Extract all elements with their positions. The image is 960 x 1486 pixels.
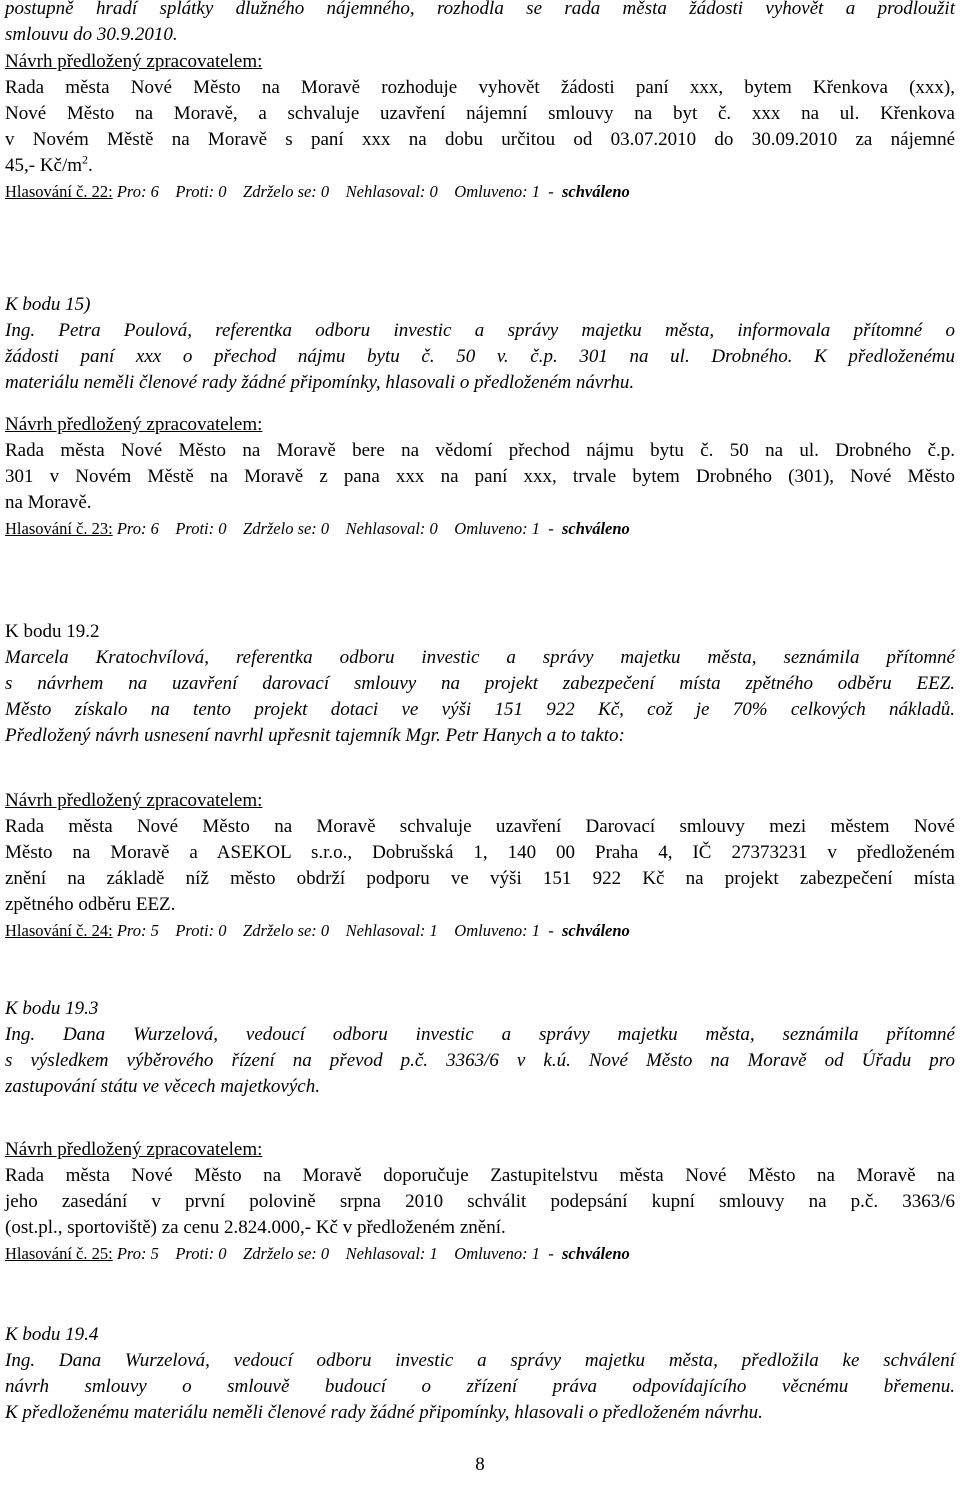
text-line: návrh smlouvy o smlouvě budoucí o zřízení práva odpovídajícího věcnému břemenu. [5,1376,955,1397]
text-line: Rada města Nové Město na Moravě rozhoduje vyhovět žádosti paní xxx, bytem Křenkova (xxx), [5,77,955,98]
text-line: (ost.pl., sportoviště) za cenu 2.824.000,- Kč v předloženém znění. [5,1217,506,1238]
vote-label [5,182,113,201]
vote-label [5,519,113,538]
vote-label [5,1244,113,1263]
text-line: materiálu neměli členové rady žádné připomínky, hlasovali o předloženém návrhu. [5,372,635,393]
text-line: znění na základě níž město obdrží podporu ve výši 151 922 Kč na projekt zabezpečení místa [5,868,955,889]
text-line: Město získalo na tento projekt dotaci ve výši 151 922 Kč, což je 70% celkových nákladů. [5,699,955,720]
text-line: zpětného odběru EEZ. [5,894,176,915]
text-line: Město na Moravě a ASEKOL s.r.o., Dobrušská 1, 140 00 Praha 4, IČ 27373231 v předloženém [5,842,955,863]
vote-line-25 [5,1241,955,1267]
text-line: Rada města Nové Město na Moravě bere na vědomí přechod nájmu bytu č. 50 na ul. Drobného č.p. [5,440,955,461]
text-line: žádosti paní xxx o přechod nájmu bytu č. 50 v. č.p. 301 na ul. Drobného. K předloženému [5,346,955,367]
page-number: 8 [475,1454,485,1475]
proposal-label: Návrh předložený zpracovatelem: [5,414,263,435]
text-line: na Moravě. [5,492,92,513]
vote-label-text: Hlasování č. [5,1244,88,1263]
section-k-bodu-19-3 [5,996,955,1100]
proposal-block-22 [5,49,955,205]
vote-label [5,921,113,940]
text-line: jeho zasedání v první polovině srpna 2010 schválit podepsání kupní smlouvy na p.č. 3363/6 [5,1191,955,1212]
vote-outcome: schváleno [561,921,630,940]
text-fragment: 45,- Kč/m [5,155,83,176]
vote-results: Pro: 5 Proti: 0 Zdrželo se: 0 Nehlasoval: 1 Omluveno: 1 - [112,921,562,940]
proposal-label: Návrh předložený zpracovatelem: [5,51,263,72]
vote-outcome: schváleno [561,182,630,201]
text-line: smlouvu do 30.9.2010. [5,24,178,45]
section-k-bodu-19-4 [5,1322,955,1426]
text-line: v Novém Městě na Moravě s paní xxx na dobu určitou od 03.07.2010 do 30.09.2010 za nájemné [5,129,955,150]
text-line: Rada města Nové Město na Moravě doporučuje Zastupitelstvu města Nové Město na Moravě na [5,1165,955,1186]
vote-number: 24: [87,921,113,940]
text-line: K předloženému materiálu neměli členové rady žádné připomínky, hlasovali o předloženém návrhu. [5,1402,763,1423]
text-line: Ing. Dana Wurzelová, vedoucí odboru investic a správy majetku města, seznámila přítomné [5,1024,955,1045]
text-line: s návrhem na uzavření darovací smlouvy na projekt zabezpečení místa zpětného odběru EEZ. [5,673,955,694]
vote-results: Pro: 5 Proti: 0 Zdrželo se: 0 Nehlasoval: 1 Omluveno: 1 - [112,1244,562,1263]
section-k-bodu-19-2 [5,619,955,749]
section-heading: K bodu 19.4 [5,1324,99,1345]
vote-line-24 [5,918,955,944]
proposal-block-24 [5,788,955,944]
vote-label-text: Hlasování č. [5,182,88,201]
vote-results: Pro: 6 Proti: 0 Zdrželo se: 0 Nehlasoval: 0 Omluveno: 1 - [112,182,562,201]
proposal-label: Návrh předložený zpracovatelem: [5,790,263,811]
proposal-label: Návrh předložený zpracovatelem: [5,1139,263,1160]
text-line: Nové Město na Moravě, a schvaluje uzavření nájemní smlouvy na byt č. xxx na ul. Křenkova [5,103,955,124]
section-heading: K bodu 15) [5,294,91,315]
vote-results: Pro: 6 Proti: 0 Zdrželo se: 0 Nehlasoval: 0 Omluveno: 1 - [112,519,562,538]
superscript: 2 [82,152,89,167]
section-heading: K bodu 19.2 [5,621,100,642]
vote-outcome: schváleno [561,1244,630,1263]
vote-number: 22: [87,182,113,201]
vote-line-22 [5,179,955,205]
text-line [5,153,955,179]
text-line: Ing. Dana Wurzelová, vedoucí odboru investic a správy majetku města, předložila ke schválení [5,1350,955,1371]
text-line: postupně hradí splátky dlužného nájemného, rozhodla se rada města žádosti vyhovět a prodloužit [5,0,955,19]
proposal-block-25 [5,1137,955,1267]
vote-line-23 [5,516,955,542]
vote-label-text: Hlasování č. [5,519,88,538]
text-line: Ing. Petra Poulová, referentka odboru investic a správy majetku města, informovala přítomné o [5,320,955,341]
text-line: s výsledkem výběrového řízení na převod p.č. 3363/6 v k.ú. Nové Město na Moravě od Úřadu pro [5,1050,955,1071]
text-line: Rada města Nové Město na Moravě schvaluje uzavření Darovací smlouvy mezi městem Nové [5,816,955,837]
section-k-bodu-15 [5,292,955,396]
proposal-block-23 [5,412,955,542]
text-line: 301 v Novém Městě na Moravě z pana xxx na paní xxx, trvale bytem Drobného (301), Nové Město [5,466,955,487]
vote-number: 23: [87,519,113,538]
text-line: zastupování státu ve věcech majetkových. [5,1076,320,1097]
text-line: Marcela Kratochvílová, referentka odboru investic a správy majetku města, seznámila přítomné [5,647,955,668]
vote-label-text: Hlasování č. [5,921,88,940]
vote-outcome: schváleno [561,519,630,538]
text-line: Předložený návrh usnesení navrhl upřesnit tajemník Mgr. Petr Hanych a to takto: [5,725,625,746]
intro-paragraph [5,0,955,48]
text-fragment: . [88,155,93,176]
section-heading: K bodu 19.3 [5,998,99,1019]
vote-number: 25: [87,1244,113,1263]
